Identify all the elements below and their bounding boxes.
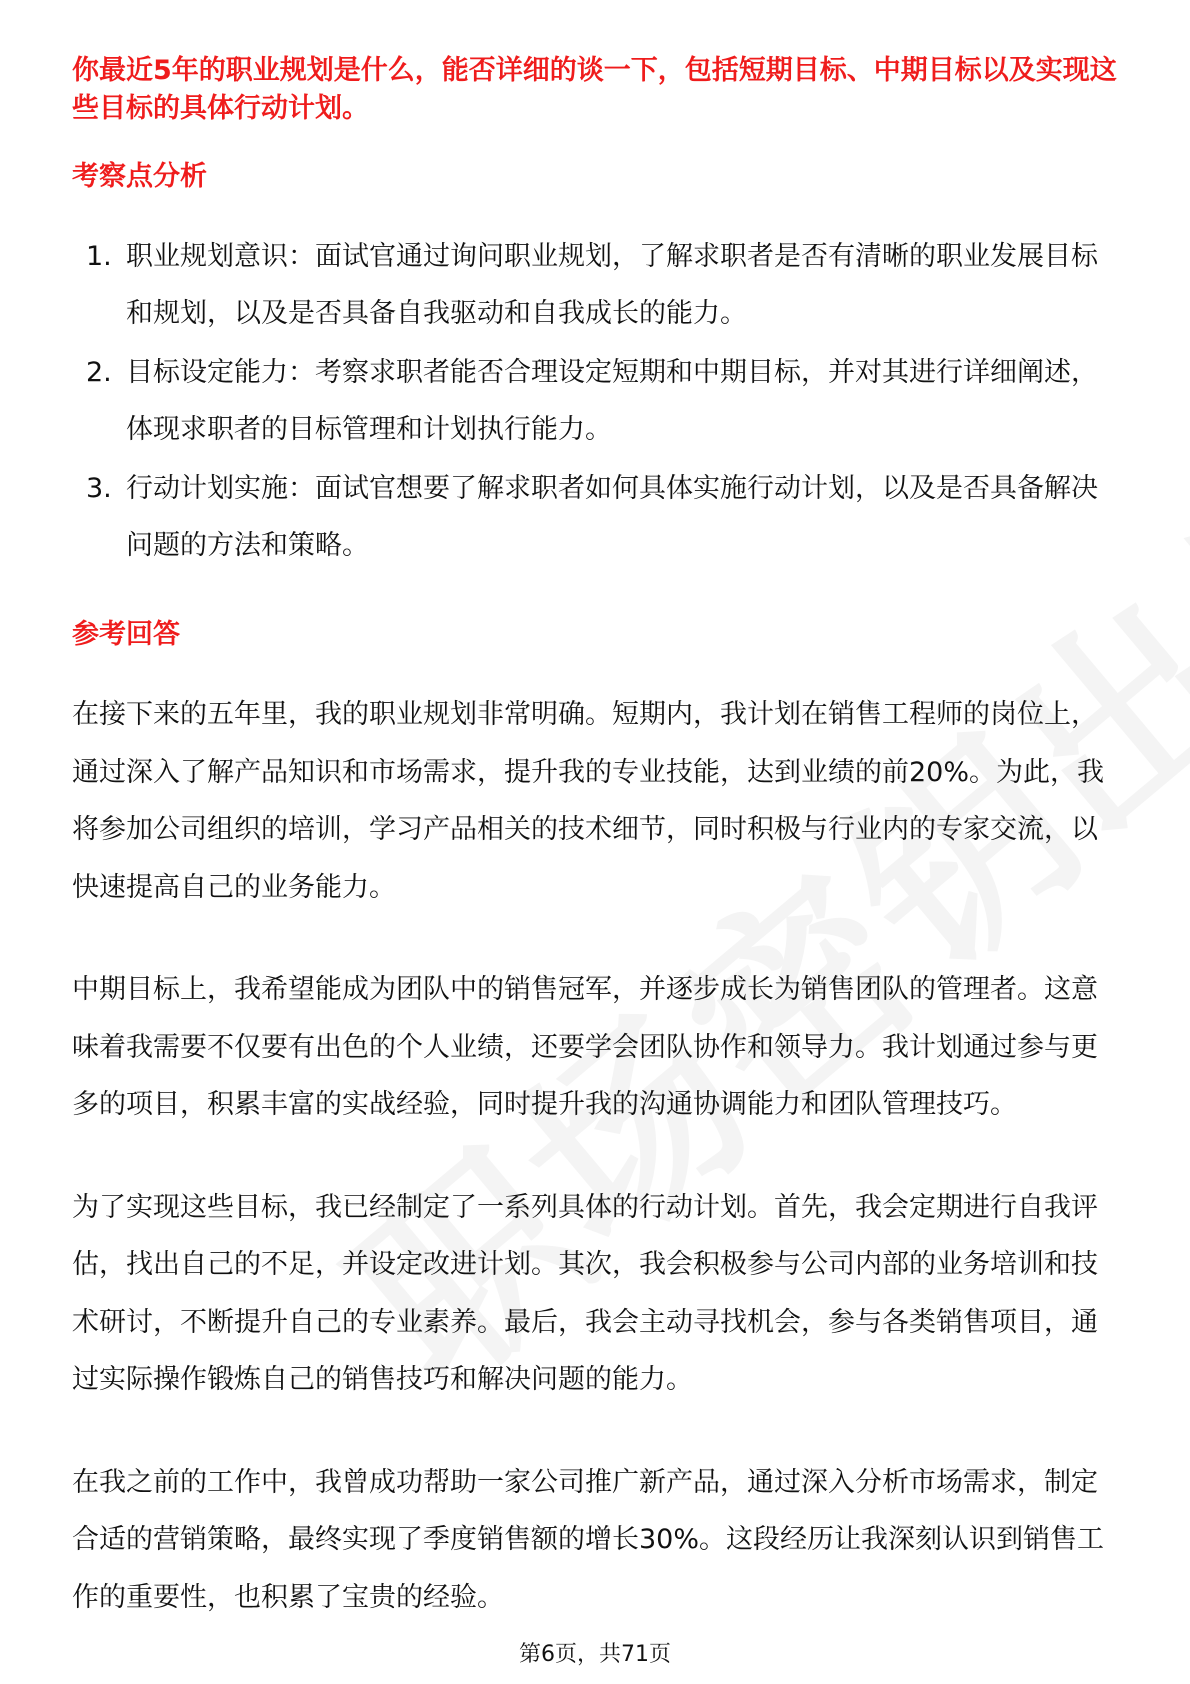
answer-paragraph: 在接下来的五年里，我的职业规划非常明确。短期内，我计划在销售工程师的岗位上，通过深入了解产品知识和市场需求，提升我的专业技能，达到业绩的前20%。为此，我将参加公司组织的培训，学习产品相关的技术细节，同时积极与行业内的专家交流，以快速提高自己的业务能力。: [72, 699, 1105, 903]
answer-paragraph: 在我之前的工作中，我曾成功帮助一家公司推广新产品，通过深入分析市场需求，制定合适的营销策略，最终实现了季度销售额的增长30%。这段经历让我深刻认识到销售工作的重要性，也积累了宝贵的经验。: [72, 1466, 1105, 1613]
analysis-item-number: 1.: [86, 241, 112, 272]
analysis-item-text: 行动计划实施：面试官想要了解求职者如何具体实施行动计划，以及是否具备解决问题的方法和策略。: [126, 473, 1098, 561]
page-number: 第6页，共71页: [519, 1642, 671, 1667]
analysis-item-text: 职业规划意识：面试官通过询问职业规划，了解求职者是否有清晰的职业发展目标和规划，以及是否具备自我驱动和自我成长的能力。: [126, 241, 1098, 329]
analysis-item: [72, 228, 1122, 342]
analysis-heading: 考察点分析: [72, 161, 207, 192]
answer-paragraph: 中期目标上，我希望能成为团队中的销售冠军，并逐步成长为销售团队的管理者。这意味着我需要不仅要有出色的个人业绩，还要学会团队协作和领导力。我计划通过参与更多的项目，积累丰富的实战经验，同时提升我的沟通协调能力和团队管理技巧。: [72, 974, 1098, 1120]
analysis-item: [72, 344, 1122, 458]
analysis-item-text: 目标设定能力：考察求职者能否合理设定短期和中期目标，并对其进行详细阐述，体现求职者的目标管理和计划执行能力。: [126, 357, 1098, 445]
answer-paragraph: 为了实现这些目标，我已经制定了一系列具体的行动计划。首先，我会定期进行自我评估，找出自己的不足，并设定改进计划。其次，我会积极参与公司内部的业务培训和技术研讨，不断提升自己的专业素养。最后，我会主动寻找机会，参与各类销售项目，通过实际操作锻炼自己的销售技巧和解决问题的能力。: [72, 1191, 1098, 1395]
document-page: [72, 52, 1122, 1626]
analysis-list: [72, 228, 1122, 574]
analysis-item: [72, 460, 1122, 574]
answer-heading: 参考回答: [72, 619, 180, 650]
analysis-item-number: 2.: [86, 357, 112, 388]
question-title: 你最近5年的职业规划是什么，能否详细的谈一下，包括短期目标、中期目标以及实现这些目标的具体行动计划。: [72, 55, 1117, 124]
analysis-item-number: 3.: [86, 473, 112, 504]
